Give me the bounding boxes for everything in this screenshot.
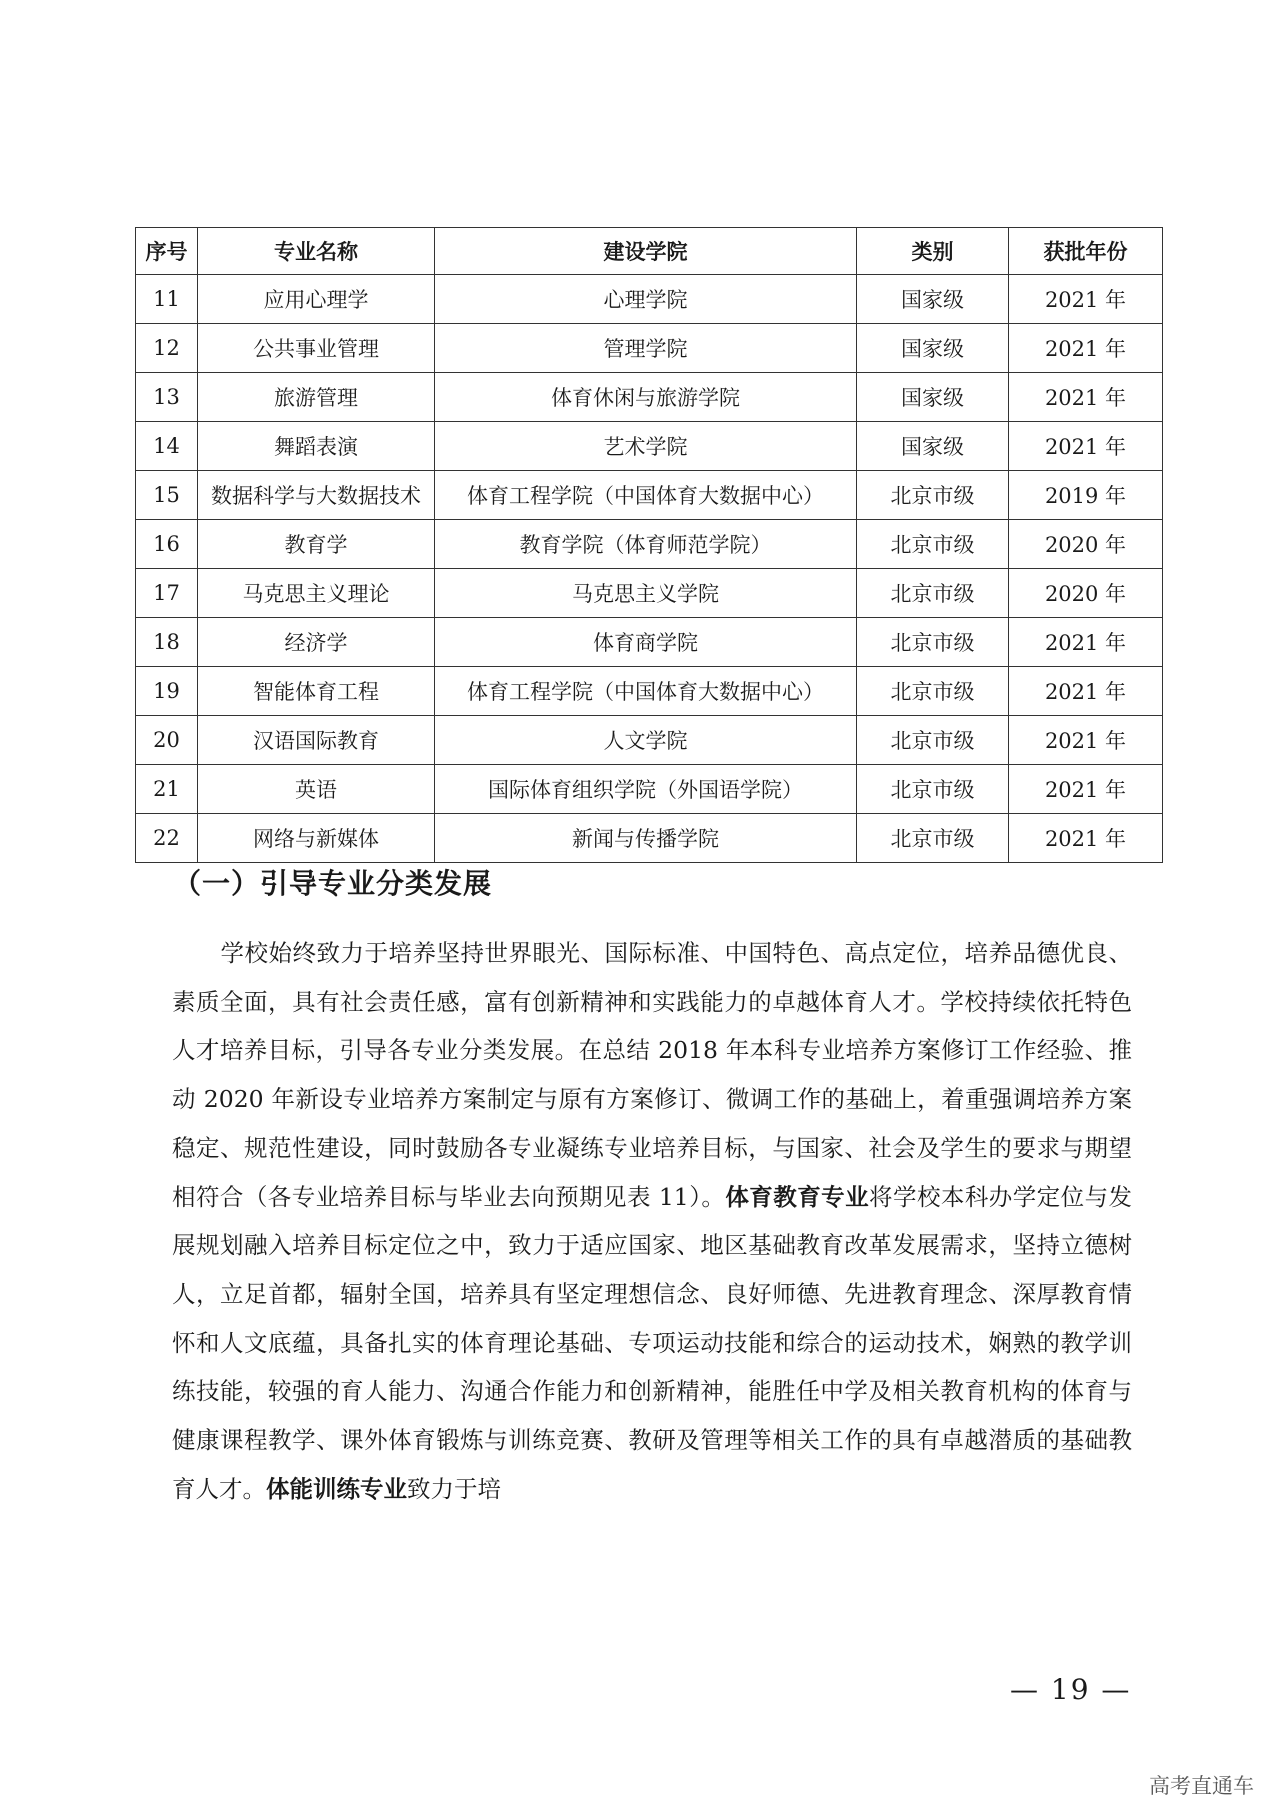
- cell-major-name: 舞蹈表演: [198, 422, 435, 471]
- cell-college: 管理学院: [435, 324, 857, 373]
- table-row: [136, 814, 1163, 863]
- cell-category: 国家级: [857, 324, 1009, 373]
- table-row: [136, 422, 1163, 471]
- cell-approval-year: 2019 年: [1009, 471, 1163, 520]
- cell-major-name: 英语: [198, 765, 435, 814]
- cell-major-name: 网络与新媒体: [198, 814, 435, 863]
- body-paragraph: [172, 929, 1132, 1513]
- cell-index: 12: [136, 324, 198, 373]
- table-row: [136, 471, 1163, 520]
- cell-approval-year: 2021 年: [1009, 618, 1163, 667]
- cell-major-name: 智能体育工程: [198, 667, 435, 716]
- cell-category: 北京市级: [857, 520, 1009, 569]
- table-row: [136, 569, 1163, 618]
- cell-category: 国家级: [857, 373, 1009, 422]
- cell-approval-year: 2020 年: [1009, 520, 1163, 569]
- majors-table: [135, 227, 1163, 863]
- cell-index: 11: [136, 275, 198, 324]
- table-row: [136, 716, 1163, 765]
- cell-approval-year: 2021 年: [1009, 373, 1163, 422]
- cell-college: 艺术学院: [435, 422, 857, 471]
- cell-college: 体育工程学院（中国体育大数据中心）: [435, 667, 857, 716]
- cell-index: 13: [136, 373, 198, 422]
- cell-college: 体育商学院: [435, 618, 857, 667]
- cell-index: 20: [136, 716, 198, 765]
- cell-index: 15: [136, 471, 198, 520]
- cell-index: 21: [136, 765, 198, 814]
- cell-category: 国家级: [857, 275, 1009, 324]
- cell-index: 19: [136, 667, 198, 716]
- cell-approval-year: 2021 年: [1009, 667, 1163, 716]
- paragraph-text-part3: 致力于培: [407, 1474, 501, 1503]
- table-header-row: [136, 228, 1163, 275]
- header-index: 序号: [136, 228, 198, 275]
- cell-category: 北京市级: [857, 765, 1009, 814]
- paragraph-bold-term-1: 体育教育专业: [725, 1182, 870, 1211]
- cell-major-name: 汉语国际教育: [198, 716, 435, 765]
- cell-category: 北京市级: [857, 569, 1009, 618]
- header-major-name: 专业名称: [198, 228, 435, 275]
- header-college: 建设学院: [435, 228, 857, 275]
- cell-major-name: 旅游管理: [198, 373, 435, 422]
- cell-college: 教育学院（体育师范学院）: [435, 520, 857, 569]
- table-row: [136, 520, 1163, 569]
- paragraph-text-part2: 将学校本科办学定位与发展规划融入培养目标定位之中，致力于适应国家、地区基础教育改革发展需求，坚持立德树人，立足首都，辐射全国，培养具有坚定理想信念、良好师德、先进教育理念、深厚教育情怀和人文底蕴，具备扎实的体育理论基础、专项运动技能和综合的运动技术，娴熟的教学训练技能，较强的育人能力、沟通合作能力和创新精神，能胜任中学及相关教育机构的体育与健康课程教学、课外体育锻炼与训练竞赛、教研及管理等相关工作的具有卓越潜质的基础教育人才。: [172, 1182, 1133, 1503]
- cell-major-name: 应用心理学: [198, 275, 435, 324]
- cell-college: 体育休闲与旅游学院: [435, 373, 857, 422]
- cell-major-name: 经济学: [198, 618, 435, 667]
- table-body: [136, 275, 1163, 863]
- cell-major-name: 公共事业管理: [198, 324, 435, 373]
- cell-approval-year: 2021 年: [1009, 814, 1163, 863]
- cell-college: 人文学院: [435, 716, 857, 765]
- cell-college: 新闻与传播学院: [435, 814, 857, 863]
- header-category: 类别: [857, 228, 1009, 275]
- cell-index: 16: [136, 520, 198, 569]
- table-row: [136, 765, 1163, 814]
- header-approval-year: 获批年份: [1009, 228, 1163, 275]
- cell-college: 马克思主义学院: [435, 569, 857, 618]
- cell-approval-year: 2020 年: [1009, 569, 1163, 618]
- cell-approval-year: 2021 年: [1009, 324, 1163, 373]
- table-row: [136, 667, 1163, 716]
- cell-category: 北京市级: [857, 814, 1009, 863]
- cell-approval-year: 2021 年: [1009, 422, 1163, 471]
- cell-major-name: 马克思主义理论: [198, 569, 435, 618]
- cell-category: 北京市级: [857, 667, 1009, 716]
- cell-index: 22: [136, 814, 198, 863]
- section-heading: （一）引导专业分类发展: [173, 867, 493, 900]
- table-row: [136, 275, 1163, 324]
- cell-category: 北京市级: [857, 716, 1009, 765]
- cell-major-name: 数据科学与大数据技术: [198, 471, 435, 520]
- cell-index: 14: [136, 422, 198, 471]
- paragraph-bold-term-2: 体能训练专业: [266, 1474, 407, 1503]
- cell-approval-year: 2021 年: [1009, 765, 1163, 814]
- table-row: [136, 324, 1163, 373]
- cell-college: 国际体育组织学院（外国语学院）: [435, 765, 857, 814]
- cell-college: 体育工程学院（中国体育大数据中心）: [435, 471, 857, 520]
- cell-index: 18: [136, 618, 198, 667]
- cell-approval-year: 2021 年: [1009, 275, 1163, 324]
- watermark: 高考直通车: [1149, 1774, 1254, 1798]
- page-number: — 19 —: [1010, 1673, 1132, 1706]
- table-row: [136, 618, 1163, 667]
- cell-category: 国家级: [857, 422, 1009, 471]
- cell-category: 北京市级: [857, 618, 1009, 667]
- cell-college: 心理学院: [435, 275, 857, 324]
- table-row: [136, 373, 1163, 422]
- cell-index: 17: [136, 569, 198, 618]
- paragraph-text-part1: 学校始终致力于培养坚持世界眼光、国际标准、中国特色、高点定位，培养品德优良、素质全面，具有社会责任感，富有创新精神和实践能力的卓越体育人才。学校持续依托特色人才培养目标，引导各专业分类发展。在总结 2018 年本科专业培养方案修订工作经验、推动 2020 年新设专业培养方案制定与原有方案修订、微调工作的基础上，着重强调培养方案稳定、规范性建设，同时鼓励各专业凝练专业培养目标，与国家、社会及学生的要求与期望相符合（各专业培养目标与毕业去向预期见表 11）。: [172, 939, 1132, 1211]
- cell-approval-year: 2021 年: [1009, 716, 1163, 765]
- cell-category: 北京市级: [857, 471, 1009, 520]
- cell-major-name: 教育学: [198, 520, 435, 569]
